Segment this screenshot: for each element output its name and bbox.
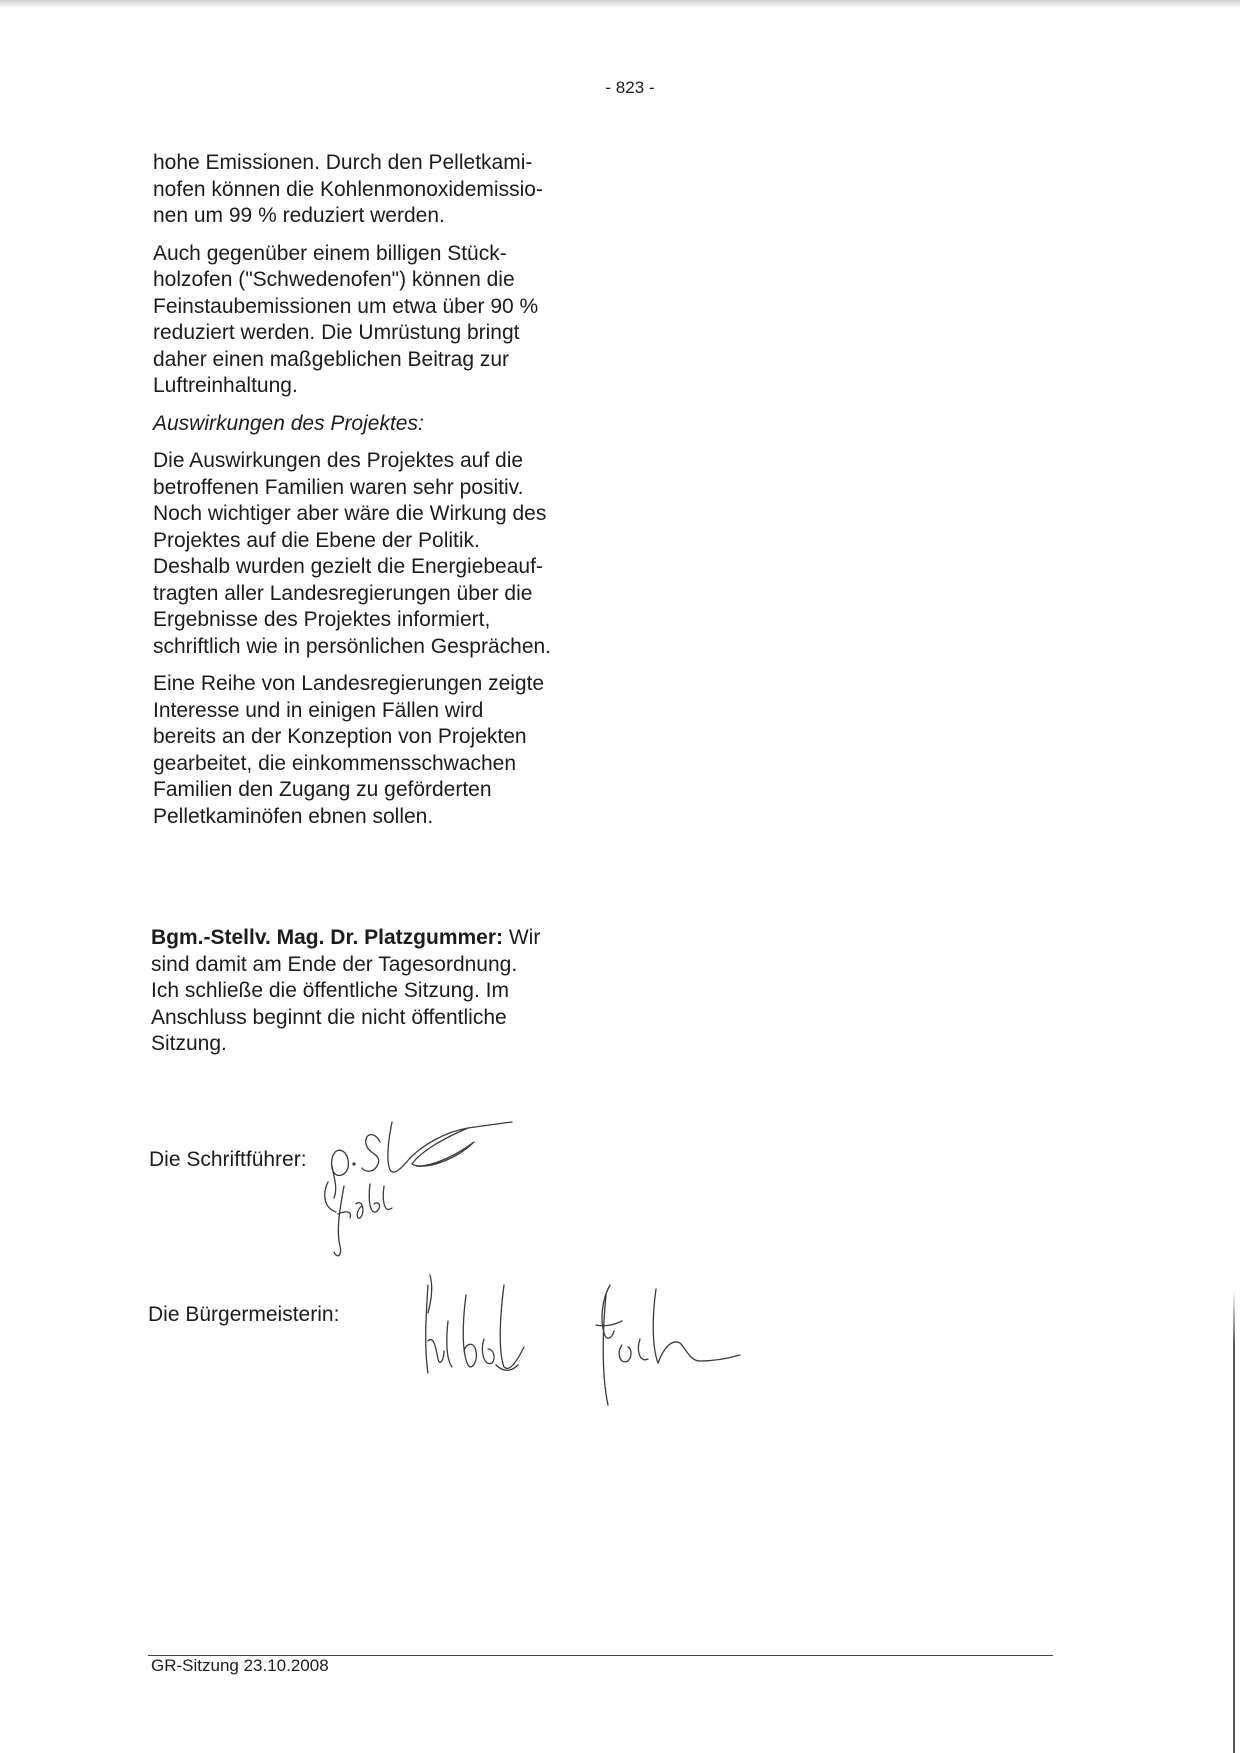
paragraph-emissions: hohe Emissionen. Durch den Pelletkami- nofen können die Kohlenmonoxidemissio- nen um 99 % reduziert werden. xyxy=(153,151,543,227)
closing-text: Wir sind damit am Ende der Tagesordnung. Ich schließe die öffentliche Sitzung. Im Anschluss beginnt die nicht öffentliche Sitzung. xyxy=(151,926,541,1055)
footer-meeting-date: GR-Sitzung 23.10.2008 xyxy=(151,1656,329,1675)
scan-top-edge xyxy=(0,0,1240,8)
secretary-signature-image xyxy=(318,1112,528,1262)
paragraph-governments: Eine Reihe von Landesregierungen zeigte Interesse und in einigen Fällen wird bereits an der Konzeption von Projekten gearbeitet, die einkommensschwachen Familien den Zugang zu geförderten Pelletkaminöfen ebnen sollen. xyxy=(153,672,545,828)
mayor-signature-image xyxy=(400,1255,770,1415)
section-heading-impact: Auswirkungen des Projektes: xyxy=(153,411,424,435)
paragraph-fine-dust: Auch gegenüber einem billigen Stück- holzofen ("Schwedenofen") können die Feinstaubemissionen um etwa über 90 % reduziert werden. Die Umrüstung bringt daher einen maßgeblichen Beitrag zur Luftreinhaltung. xyxy=(153,241,539,397)
scan-right-edge xyxy=(1233,1290,1235,1753)
body-column xyxy=(153,150,603,841)
closing-statement xyxy=(151,925,601,1058)
secretary-label: Die Schriftführer: xyxy=(149,1148,307,1171)
speaker-name: Bgm.-Stellv. Mag. Dr. Platzgummer: xyxy=(151,926,504,949)
mayor-label: Die Bürgermeisterin: xyxy=(148,1303,340,1326)
paragraph-impact: Die Auswirkungen des Projektes auf die betroffenen Familien waren sehr positiv. Noch wichtiger aber wäre die Wirkung des Projektes auf die Ebene der Politik. Deshalb wurden gezielt die Energiebeauf- tragten aller Landesregierungen über die Ergebnisse des Projektes informiert, schriftlich wie in persönlichen Gesprächen. xyxy=(153,449,552,658)
page-number: - 823 - xyxy=(605,78,655,97)
